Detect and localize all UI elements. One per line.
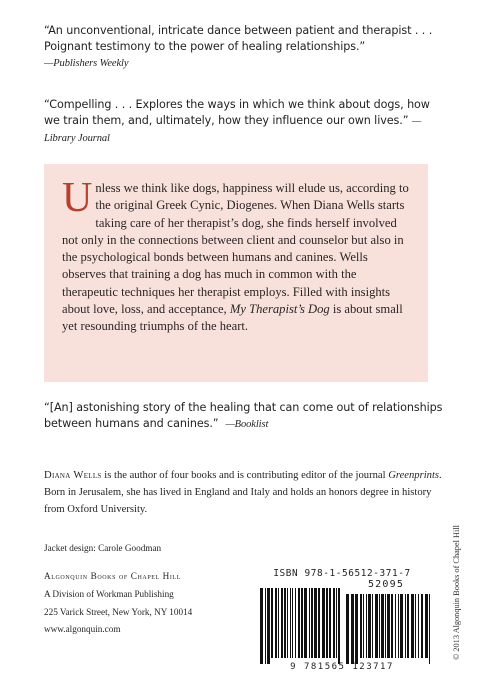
barcode-bar [338, 588, 340, 664]
barcode-bar [381, 594, 384, 658]
author-bio [44, 467, 444, 518]
barcode-bar [318, 588, 320, 658]
ean-left-digits: 781565 [303, 662, 346, 672]
barcode-bar [411, 594, 414, 658]
quote-source: —Booklist [225, 419, 269, 430]
copyright-line: © 2013 Algonquin Books of Chapel Hill [452, 525, 461, 660]
barcode-bar [265, 588, 266, 664]
quote-source: —Library Journal [44, 116, 422, 144]
ean-number [254, 662, 430, 672]
quote-text: “[An] astonishing story of the healing that can come out of relationships between humans and canines.” [44, 401, 443, 430]
barcode-bar [314, 588, 317, 658]
barcode-bar [278, 588, 279, 658]
barcode-bar [379, 594, 380, 658]
barcode-bar [368, 594, 371, 658]
barcode-bar [351, 594, 354, 664]
barcode-bar [418, 594, 419, 658]
barcode [248, 576, 434, 672]
barcode-bar [385, 594, 386, 658]
synopsis-text [62, 175, 410, 336]
journal-name: Greenprints [388, 470, 440, 481]
barcode-bar [290, 588, 291, 658]
barcode-bar [355, 594, 358, 664]
barcode-bar [421, 594, 423, 658]
publisher-website: www.algonquin.com [44, 624, 121, 635]
publisher-address: 225 Varick Street, New York, NY 10014 [44, 606, 193, 617]
quote-source: —Publishers Weekly [44, 58, 129, 69]
publisher-info [44, 568, 192, 639]
barcode-bar [260, 588, 263, 664]
barcode-bar [301, 588, 303, 658]
review-quote-booklist [44, 400, 444, 433]
barcode-bar [425, 594, 428, 658]
barcode-bar [395, 594, 396, 658]
barcode-bar [309, 588, 310, 658]
barcode-bar [287, 588, 288, 658]
barcode-bar [333, 588, 335, 658]
barcode-bar [398, 594, 399, 658]
barcode-bar [284, 588, 286, 658]
barcode-bar [346, 594, 349, 664]
barcode-bar [311, 588, 313, 658]
drop-cap: U [62, 175, 93, 221]
quote-text: “Compelling . . . Explores the ways in which we think about dogs, how we train them, and, ultimately, how they influence our own lives.” [44, 98, 430, 127]
barcode-bar [387, 594, 390, 658]
barcode-bar [271, 588, 273, 658]
barcode-bar [375, 594, 378, 658]
quote-text: “An unconventional, intricate dance between patient and therapist . . . Poignant testimony to the power of healing relationships.” [44, 24, 433, 53]
ean-bars [260, 588, 340, 664]
barcode-bar [329, 588, 331, 658]
jacket-credit: Jacket design: Carole Goodman [44, 543, 162, 553]
barcode-graphic [248, 576, 434, 672]
publisher-division: A Division of Workman Publishing [44, 588, 174, 599]
barcode-bar [326, 588, 328, 658]
barcode-bar [295, 588, 296, 658]
barcode-bar [336, 588, 337, 658]
synopsis-body: nless we think like dogs, happiness will elude us, according to the original Greek Cynic, Diogenes. When Diana Wells starts taking care of her therapist’s dog, she finds herself involved not only in the connections between client and counselor but also in the psychological bonds between humans and canines. Wells observes that training a dog has much in common with the therapeutic techniques her therapist employs. Filled with insights about love, loss, and acceptance, [62, 181, 409, 317]
barcode-bar [292, 588, 293, 658]
barcode-bar [405, 594, 406, 658]
book-title: My Therapist’s Dog [229, 302, 330, 317]
barcode-bar [275, 588, 277, 658]
barcode-bar [407, 594, 409, 658]
barcode-bar [372, 594, 373, 658]
barcode-bar [267, 588, 270, 664]
price-addon-number: 52095 [367, 579, 405, 590]
review-quote-library-journal [44, 97, 444, 147]
author-bio-text: is the author of four books and is contributing editor of the journal [104, 470, 386, 481]
addon-bars [346, 594, 430, 664]
barcode-bar [360, 594, 362, 658]
barcode-bar [391, 594, 393, 658]
synopsis-panel [44, 164, 428, 382]
review-quote-publishers-weekly [44, 23, 444, 72]
barcode-bar [429, 594, 430, 664]
synopsis-ending: is about small yet resounding triumphs of the heart. [62, 302, 403, 334]
barcode-bar [304, 588, 307, 658]
ean-right-digits: 123717 [352, 662, 394, 672]
isbn-label: ISBN 978-1-56512-371-7 [273, 568, 411, 579]
barcode-bar [366, 594, 367, 658]
author-name: Diana Wells [44, 470, 102, 481]
author-bio-text-end: . Born in Jerusalem, she has lived in England and Italy and holds an honors degree in history from Oxford University. [44, 470, 442, 515]
ean-first-digit: 9 [290, 662, 298, 672]
publisher-name: Algonquin Books of Chapel Hill [44, 571, 182, 581]
barcode-bar [298, 588, 300, 658]
barcode-bar [322, 588, 325, 658]
barcode-bar [400, 594, 403, 658]
barcode-bar [415, 594, 416, 658]
barcode-bar [363, 594, 364, 658]
barcode-bar [281, 588, 283, 658]
